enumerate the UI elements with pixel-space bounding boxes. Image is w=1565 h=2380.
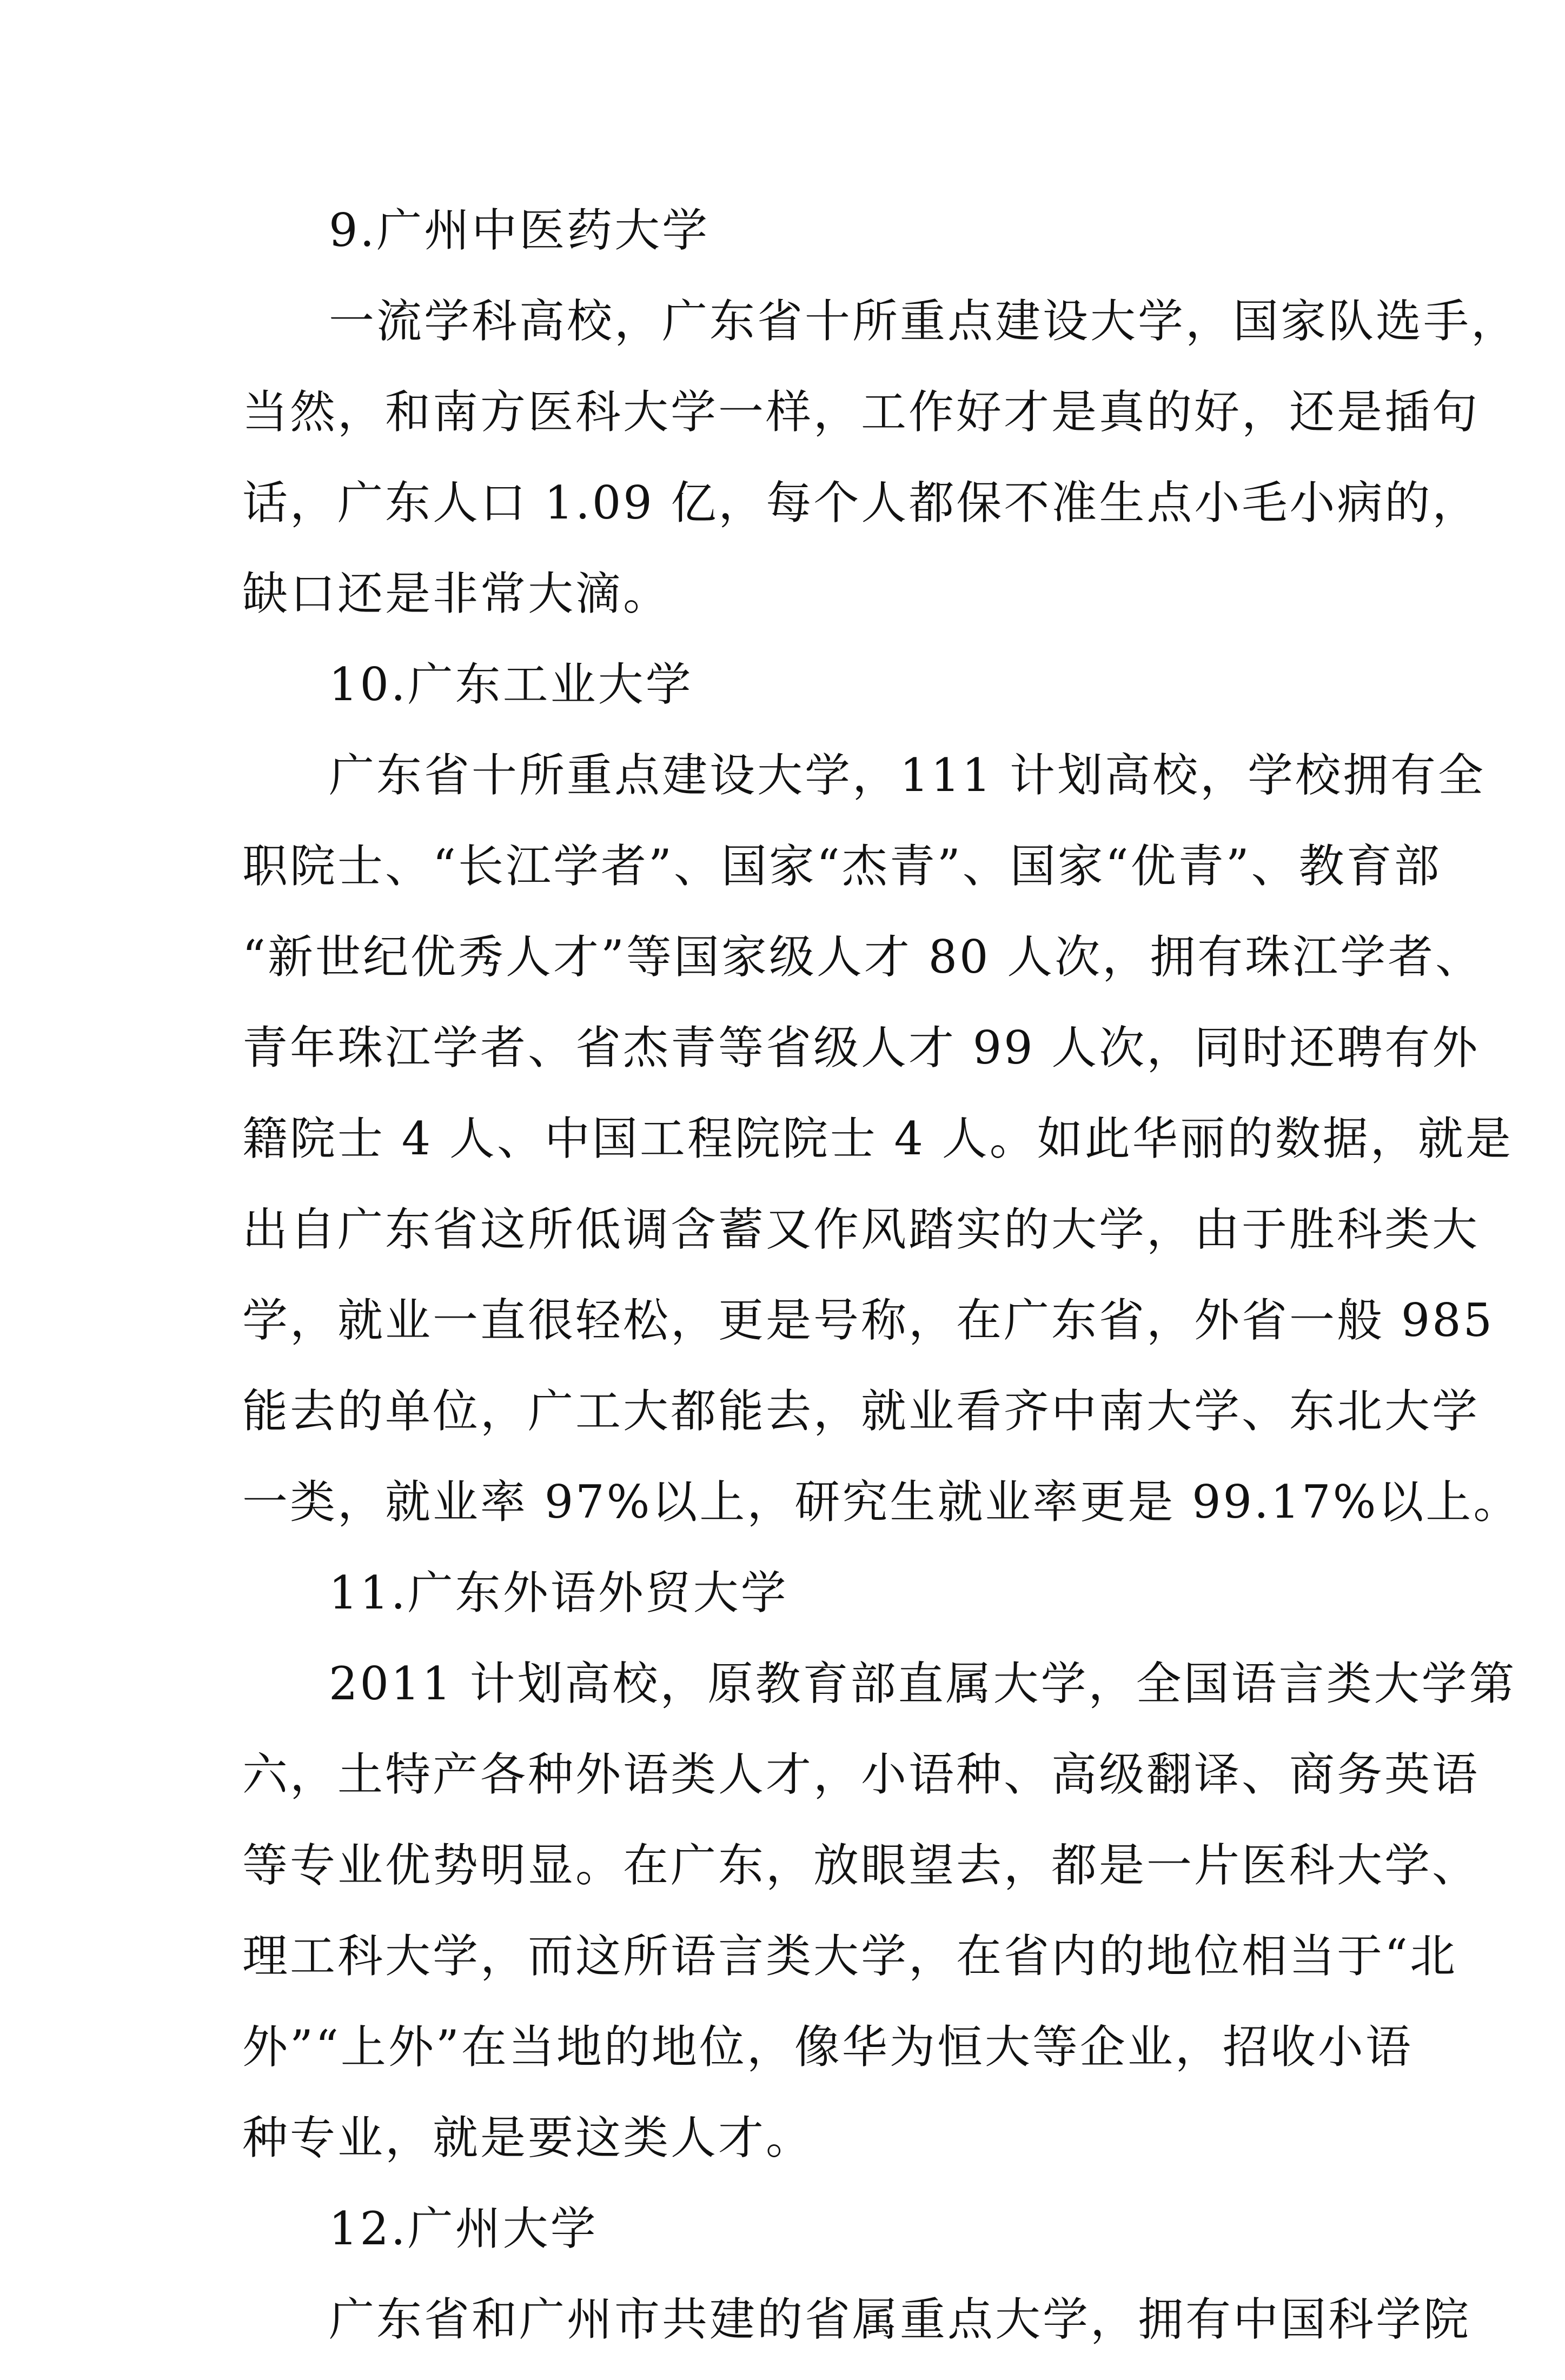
paragraph-line: 籍院士 4 人、中国工程院院士 4 人。如此华丽的数据，就是 — [242, 1112, 1513, 1165]
paragraph-line: “新世纪优秀人才”等国家级人才 80 人次，拥有珠江学者、 — [242, 930, 1483, 983]
paragraph-line: 2011 计划高校，原教育部直属大学，全国语言类大学第 — [329, 1657, 1517, 1710]
paragraph-line: 广东省和广州市共建的省属重点大学，拥有中国科学院 — [329, 2293, 1471, 2346]
paragraph-line: 青年珠江学者、省杰青等省级人才 99 人次，同时还聘有外 — [242, 1021, 1480, 1074]
section-heading-10: 10.广东工业大学 — [329, 658, 693, 711]
paragraph-line: 一流学科高校，广东省十所重点建设大学，国家队选手， — [329, 295, 1519, 348]
paragraph-line: 一类，就业率 97%以上，研究生就业率更是 99.17%以上。 — [242, 1475, 1521, 1528]
paragraph-line: 理工科大学，而这所语言类大学，在省内的地位相当于“北 — [242, 1930, 1457, 1983]
section-heading-9: 9.广州中医药大学 — [329, 204, 710, 257]
paragraph-line: 话，广东人口 1.09 亿，每个人都保不准生点小毛小病的， — [242, 476, 1480, 529]
paragraph-line: 能去的单位，广工大都能去，就业看齐中南大学、东北大学 — [242, 1385, 1480, 1438]
paragraph-line: 学，就业一直很轻松，更是号称，在广东省，外省一般 985 — [242, 1294, 1495, 1347]
section-heading-12: 12.广州大学 — [329, 2202, 598, 2255]
paragraph-line: 种专业，就是要这类人才。 — [242, 2111, 814, 2164]
paragraph-line: 职院士、“长江学者”、国家“杰青”、国家“优青”、教育部 — [242, 840, 1442, 893]
document-body — [242, 200, 1521, 2380]
paragraph-line: 六，土特产各种外语类人才，小语种、高级翻译、商务英语 — [242, 1748, 1480, 1801]
paragraph-line: 当然，和南方医科大学一样，工作好才是真的好，还是插句 — [242, 385, 1480, 438]
paragraph-line: 缺口还是非常大滴。 — [242, 567, 671, 620]
section-heading-11: 11.广东外语外贸大学 — [329, 1566, 788, 1619]
paragraph-line: 外”“上外”在当地的地位，像华为恒大等企业，招收小语 — [242, 2020, 1413, 2073]
paragraph-line: 等专业优势明显。在广东，放眼望去，都是一片医科大学、 — [242, 1839, 1480, 1892]
paragraph-line: 广东省十所重点建设大学，111 计划高校，学校拥有全 — [329, 749, 1486, 802]
paragraph-line: 出自广东省这所低调含蓄又作风踏实的大学，由于胜科类大 — [242, 1203, 1480, 1256]
